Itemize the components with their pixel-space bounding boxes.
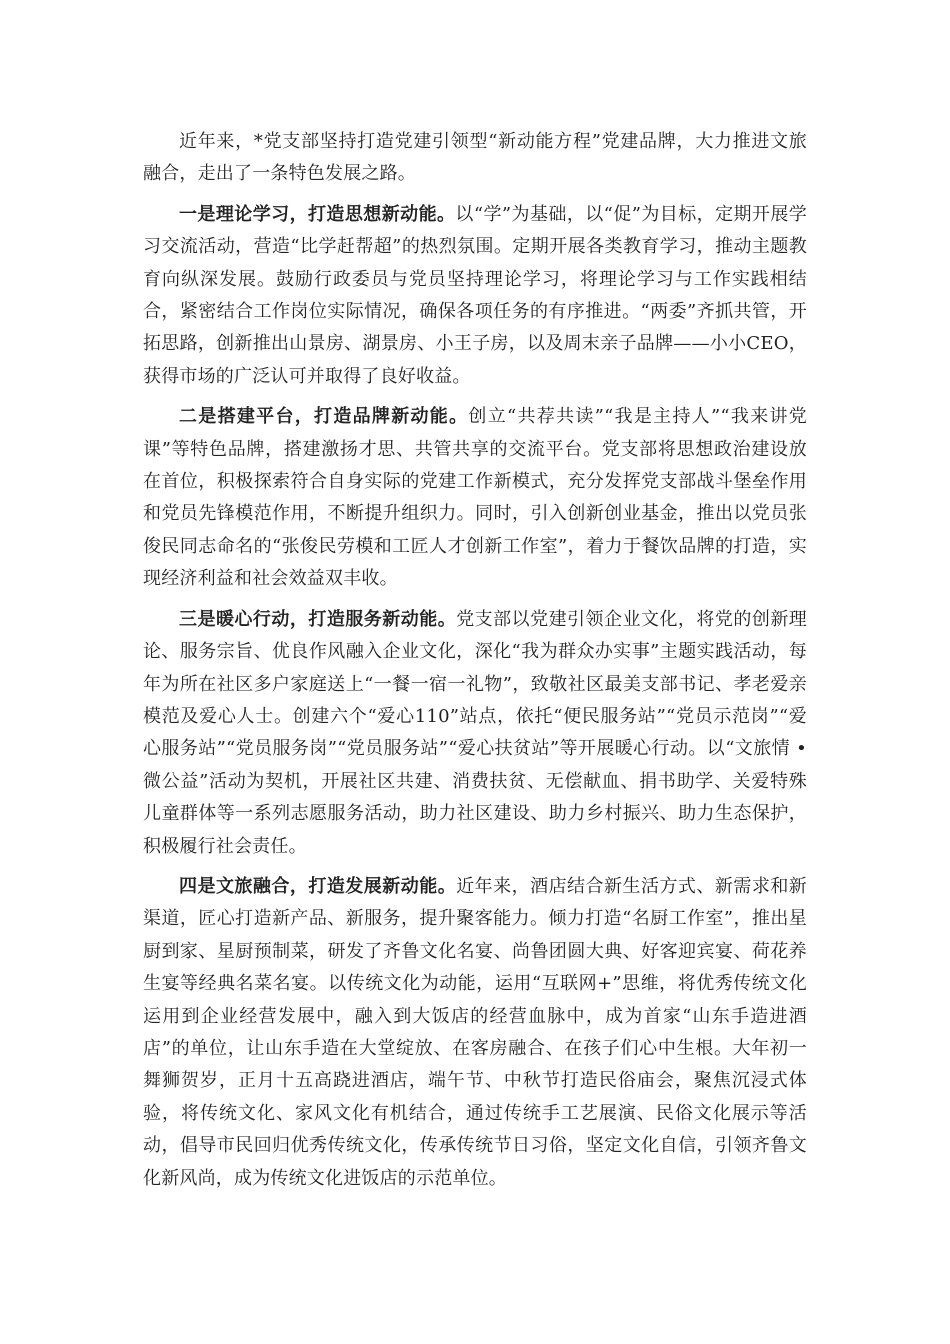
section-text-warm-action: 党支部以党建引领企业文化，将党的创新理论、服务宗旨、优良作风融入企业文化，深化“我为群众办实事”主题实践活动，每年为所在社区多户家庭送上“一餐一宿一礼物”，致敬社区最美支部书记、孝老爱亲模范及爱心人士。创建六个“爱心110”站点，依托“便民服务站”“党员示范岗”“爱心服务站”“党员服务岗”“党员服务站”“爱心扶贫站”等开展暖心行动。以“文旅情 • 微公益”活动为契机，开展社区共建、消费扶贫、无偿献血、捐书助学、关爱特殊儿童群体等一系列志愿服务活动，助力社区建设、助力乡村振兴、助力生态保护，积极履行社会责任。 xyxy=(143,608,807,857)
section-heading-theory: 一是理论学习，打造思想新动能。 xyxy=(179,203,456,225)
intro-text: 近年来，*党支部坚持打造党建引领型“新动能方程”党建品牌，大力推进文旅融合，走出了一条特色发展之路。 xyxy=(143,131,807,185)
section-culture-tourism xyxy=(143,871,807,1195)
section-text-culture-tourism: 近年来，酒店结合新生活方式、新需求和新渠道，匠心打造新产品、新服务，提升聚客能力。倾力打造“名厨工作室”，推出星厨到家、星厨预制菜，研发了齐鲁文化名宴、尚鲁团圆大典、好客迎宾宴、荷花养生宴等经典名菜名宴。以传统文化为动能，运用“互联网+”思维，将优秀传统文化运用到企业经营发展中，融入到大饭店的经营血脉中，成为首家“山东手造进酒店”的单位，让山东手造在大堂绽放、在客房融合、在孩子们心中生根。大年初一舞狮贺岁，正月十五高跷进酒店，端午节、中秋节打造民俗庙会，聚焦沉浸式体验，将传统文化、家风文化有机结合，通过传统手工艺展演、民俗文化展示等活动，倡导市民回归优秀传统文化，传承传统节日习俗，坚定文化自信，引领齐鲁文化新风尚，成为传统文化进饭店的示范单位。 xyxy=(143,875,807,1189)
section-text-platform: 创立“共荐共读”“我是主持人”“我来讲党课”等特色品牌，搭建激扬才思、共管共享的交流平台。党支部将思想政治建设放在首位，积极探索符合自身实际的党建工作新模式，充分发挥党支部战斗堡垒作用和党员先锋模范作用，不断提升组织力。同时，引入创新创业基金，推出以党员张俊民同志命名的“张俊民劳模和工匠人才创新工作室”，着力于餐饮品牌的打造，实现经济利益和社会效益双丰收。 xyxy=(143,406,808,590)
section-platform xyxy=(143,401,807,595)
intro-paragraph xyxy=(143,126,807,191)
section-heading-platform: 二是搭建平台，打造品牌新动能。 xyxy=(179,406,469,428)
document-body xyxy=(143,126,807,1203)
section-text-theory: 以“学”为基础，以“促”为目标，定期开展学习交流活动，营造“比学赶帮超”的热烈氛围。定期开展各类教育学习，推动主题教育向纵深发展。鼓励行政委员与党员坚持理论学习，将理论学习与工作实践相结合，紧密结合工作岗位实际情况，确保各项任务的有序推进。“两委”齐抓共管，开拓思路，创新推出山景房、湖景房、小王子房，以及周末亲子品牌——小小CEO，获得市场的广泛认可并取得了良好收益。 xyxy=(143,203,807,387)
section-warm-action xyxy=(143,604,807,863)
section-theory-learning xyxy=(143,199,807,393)
section-heading-culture-tourism: 四是文旅融合，打造发展新动能。 xyxy=(179,875,457,897)
section-heading-warm-action: 三是暖心行动，打造服务新动能。 xyxy=(179,608,457,630)
